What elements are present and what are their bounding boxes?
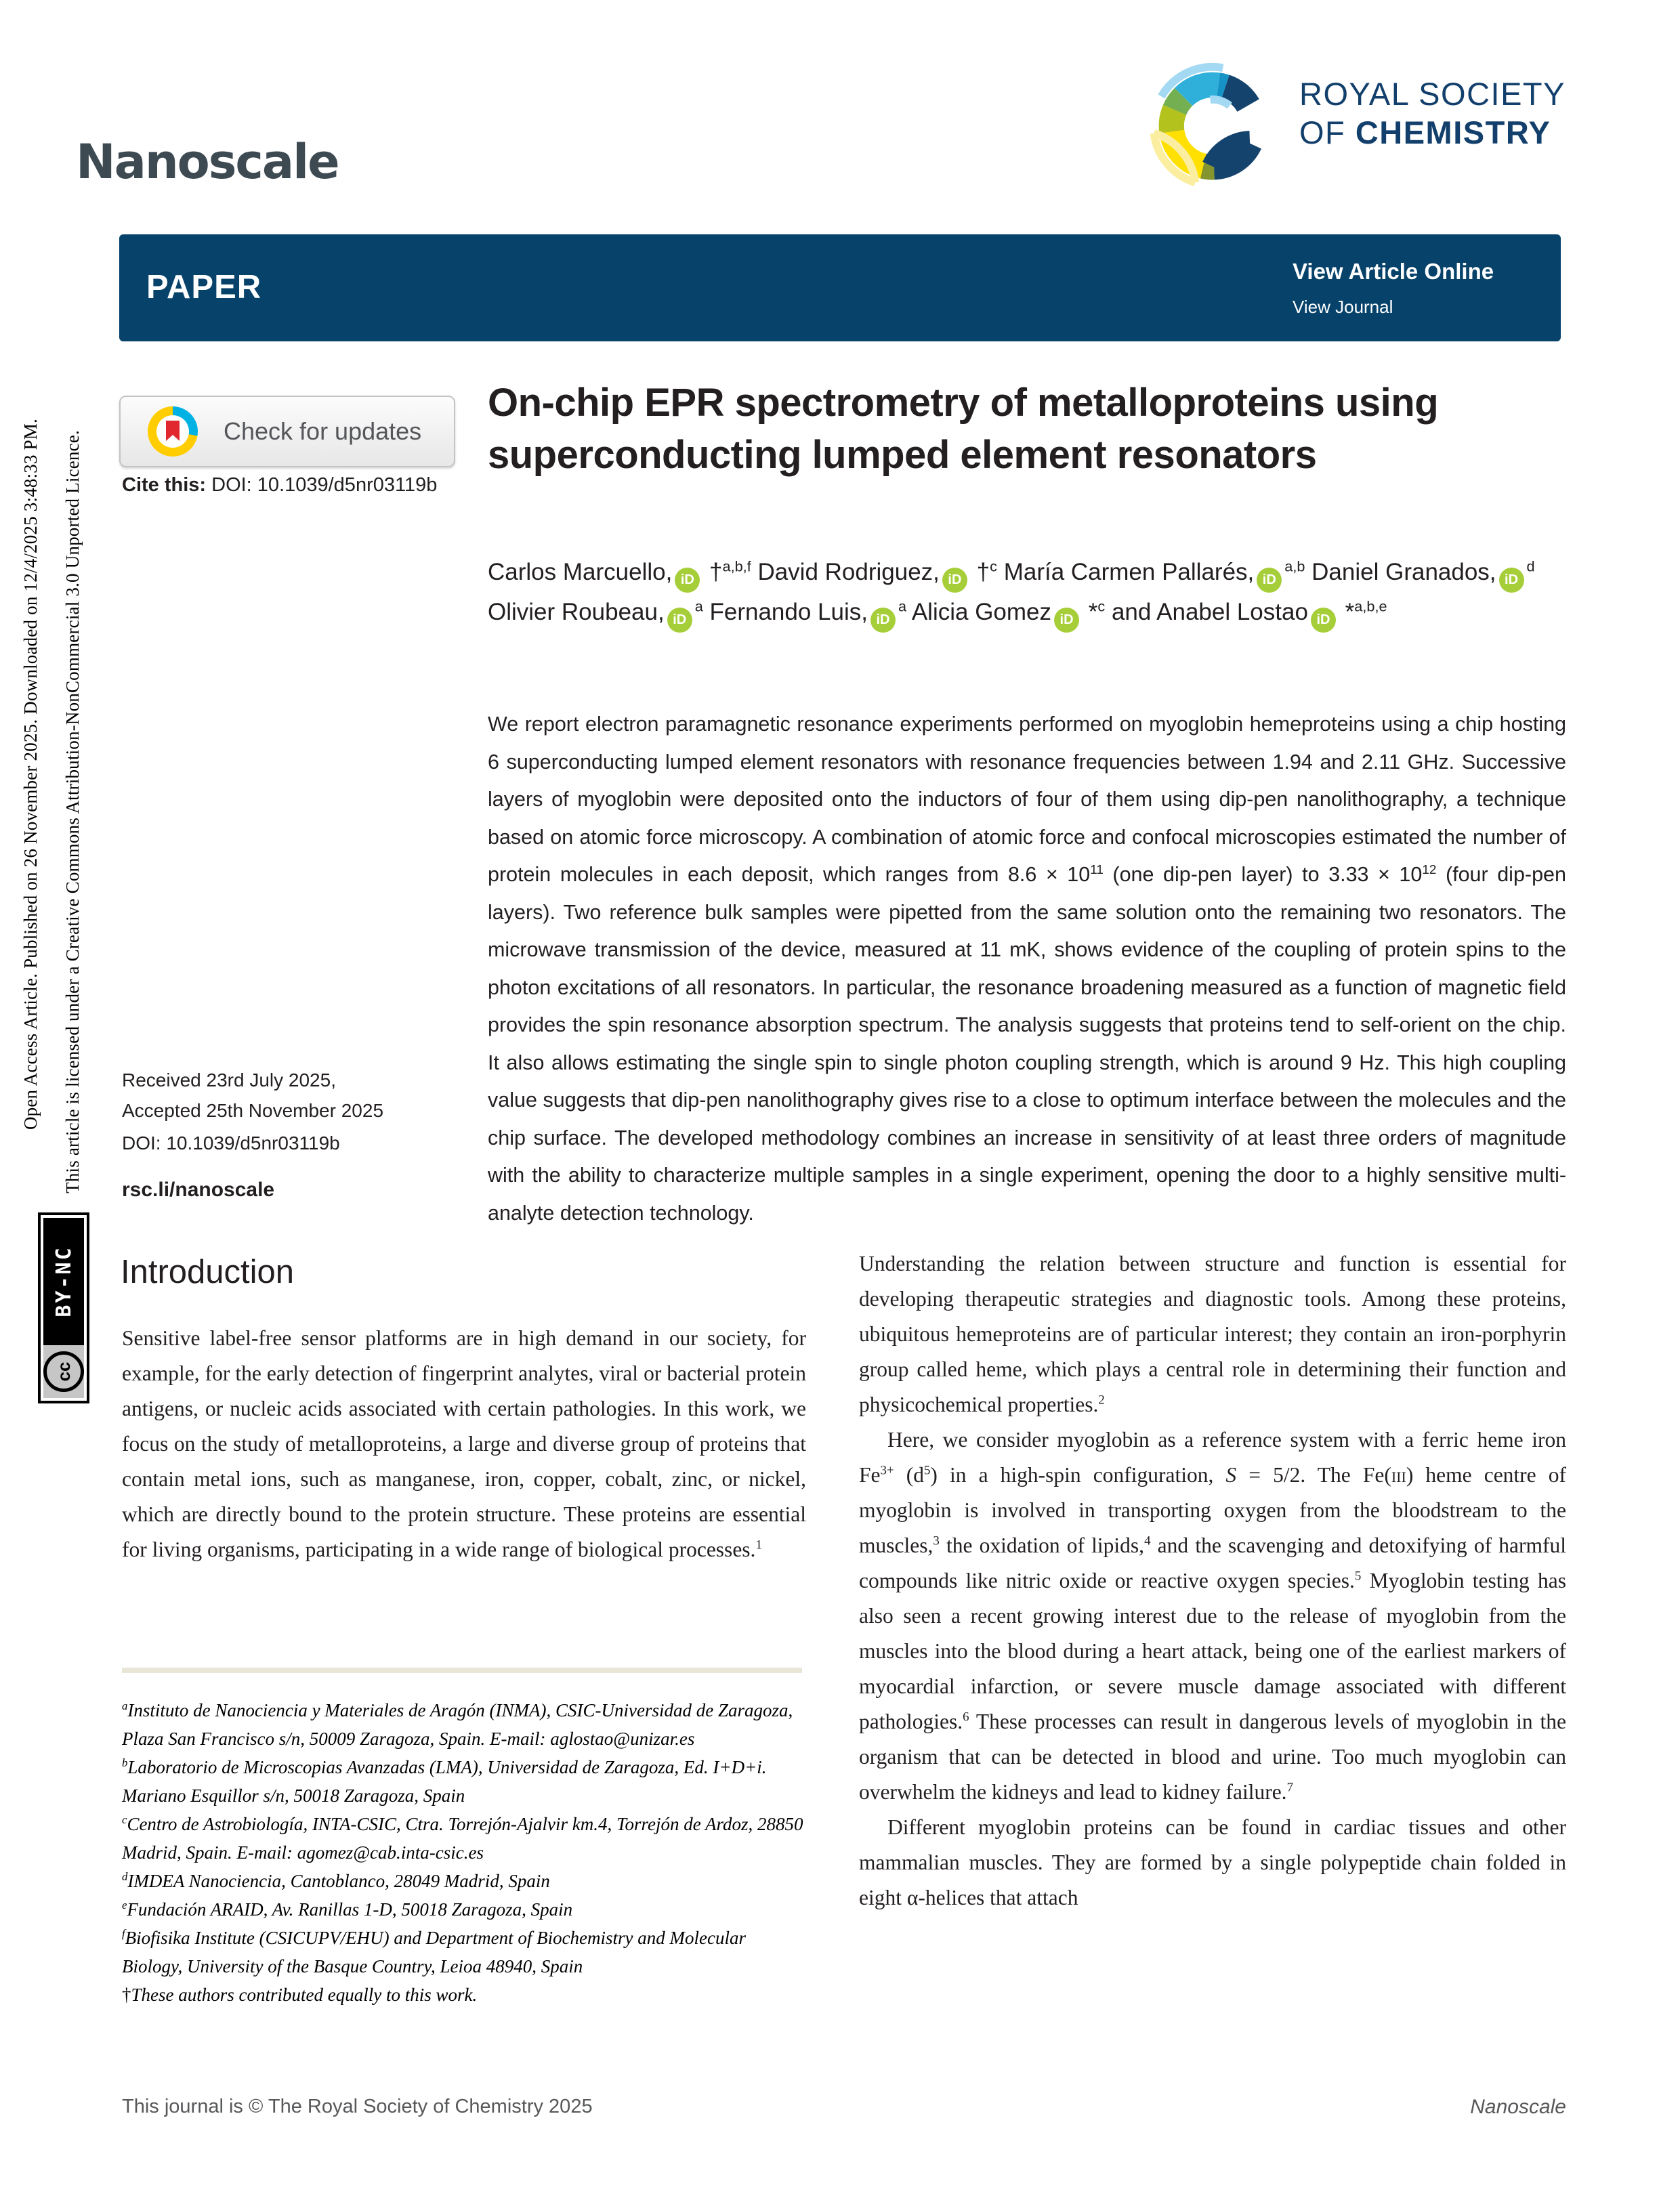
footnote: $^c$Centro de Astrobiología, INTA-CSIC, Ctra. Torrejón-Ajalvir km.4, Torrejón de Ardoz, 28850 Madrid, Spain. E-mail: agomez@cab.inta-csic.es <box>122 1813 803 1863</box>
article-type-label: PAPER <box>146 269 262 305</box>
license-strip-line1: Open Access Article. Published on 26 November 2025. Downloaded on 12/4/2025 3:48:33 PM. <box>20 418 41 1130</box>
cc-by-nc-label: BY-NC <box>43 1218 84 1345</box>
cc-by-nc-badge[interactable] <box>38 1212 89 1403</box>
orcid-icon[interactable]: iD <box>675 568 700 593</box>
dates-block <box>122 1065 383 1126</box>
intro-right-column <box>859 1246 1566 1916</box>
journal-link[interactable]: rsc.li/nanoscale <box>122 1179 275 1201</box>
intro-left-column <box>122 1321 806 1567</box>
publisher-line1: ROYAL SOCIETY <box>1299 76 1566 112</box>
journal-title: Nanoscale <box>76 134 339 190</box>
cite-doi: DOI: 10.1039/d5nr03119b <box>211 474 438 496</box>
view-journal-link[interactable]: View Journal <box>1293 297 1393 317</box>
check-for-updates-label: Check for updates <box>224 417 422 445</box>
article-title: On-chip EPR spectrometry of metalloproteins using superconducting lumped element resonators <box>488 381 1439 477</box>
received-date: Received 23rd July 2025, <box>122 1070 336 1091</box>
footnote: $^f$Biofisika Institute (CSICUPV/EHU) and Department of Biochemistry and Molecular Biology, University of the Basque Country, Leioa 48940, Spain <box>122 1927 747 1976</box>
affiliations-block <box>122 1668 806 2009</box>
publisher-line2-prefix: OF <box>1299 114 1356 150</box>
rsc-logo-icon <box>1146 60 1279 192</box>
cite-this <box>122 474 437 496</box>
orcid-icon[interactable]: iD <box>667 608 692 633</box>
doi-line: DOI: 10.1039/d5nr03119b <box>122 1133 340 1154</box>
intro-paragraph: Understanding the relation between structure and function is essential for developing therapeutic strategies and diagnostic tools. Among these proteins, ubiquitous hemeproteins are of particular interest; they contain an iron-porphyrin group called heme, which plays a central role in determining their function and physicochemical properties.$^2$ <box>859 1252 1566 1416</box>
orcid-icon[interactable]: iD <box>1257 568 1282 593</box>
cc-icon: cc <box>43 1345 84 1398</box>
footnote: $^b$Laboratorio de Microscopias Avanzadas (LMA), Universidad de Zaragoza, Ed. I+D+i. Mariano Esquillor s/n, 50018 Zaragoza, Spain <box>122 1756 767 1806</box>
footnote: $^e$Fundación ARAID, Av. Ranillas 1-D, 50018 Zaragoza, Spain <box>122 1899 573 1920</box>
orcid-icon[interactable]: iD <box>1054 608 1079 633</box>
publisher-name <box>1299 75 1566 152</box>
intro-paragraph: Different myoglobin proteins can be found in cardiac tissues and other mammalian muscles. They are formed by a single polypeptide chain folded in eight α-helices that attach <box>859 1815 1566 1909</box>
cc-badge-frame <box>38 1212 89 1403</box>
footnote: $^a$Instituto de Nanociencia y Materiales de Aragón (INMA), CSIC-Universidad de Zaragoza, Plaza San Francisco s/n, 50009 Zaragoza, Spain. E-mail: aglostao@unizar.es <box>122 1699 793 1749</box>
intro-paragraph: Here, we consider myoglobin as a reference system with a ferric heme iron $Fe^{3+}$ $(d^5)$ in a high-spin configuration, S = 5/2. The Fe(iii) heme centre of myoglobin is involved in transporting oxygen from the bloodstream to the muscles,$^3$ the oxidation of lipids,$^4$ and the scavenging and detoxifying of harmful compounds like nitric oxide or reactive oxygen species.$^5$ Myoglobin testing has also seen a recent growing interest due to the release of myoglobin from the muscles into the blood during a heart attack, being one of the earliest markers of myocardial infarction, or severe muscle damage associated with different pathologies.$^6$ These processes can result in dangerous levels of myoglobin in the organism that can be detected in blood and urine. Too much myoglobin can overwhelm the kidneys and lead to kidney failure.$^7$ <box>859 1428 1566 1804</box>
article-type-banner <box>119 234 1561 341</box>
footer-journal-name: Nanoscale <box>1470 2096 1566 2118</box>
section-heading-introduction: Introduction <box>121 1254 295 1290</box>
view-article-online-link[interactable]: View Article Online <box>1293 259 1494 284</box>
cite-label: Cite this: <box>122 474 207 496</box>
orcid-icon[interactable]: iD <box>870 608 896 633</box>
check-for-updates-button[interactable] <box>119 396 455 467</box>
abstract-text: We report electron paramagnetic resonance experiments performed on myoglobin hemeproteins using a chip hosting 6 superconducting lumped element resonators with resonance frequencies between 1.94 and 2.11 GHz. Successive layers of myoglobin were deposited onto the inductors of four of them using dip-pen nanolithography, a technique based on atomic force microscopy. A combination of atomic force and confocal microscopies estimated the number of protein molecules in each deposit, which ranges from $8.6 \times 10^{11}$ (one dip-pen layer) to $3.33 \times 10^{12}$ (four dip-pen layers). Two reference bulk samples were pipetted from the same solution onto the remaining two resonators. The microwave transmission of the device, measured at 11 mK, shows evidence of the coupling of protein spins to the photon excitations of all resonators. In particular, the resonance broadening measured as a function of magnetic field provides the spin resonance absorption spectrum. The analysis suggests that proteins tend to self-orient on the chip. It also allows estimating the single spin to single photon coupling strength, which is around 9 Hz. This high coupling value suggests that dip-pen nanolithography gives rise to a close to optimum interface between the molecules and the chip surface. The developed methodology combines an increase in sensitivity of at least three orders of magnitude with the ability to characterize multiple samples in a single experiment, opening the door to a highly sensitive multi-analyte detection technology. <box>488 713 1566 1225</box>
license-strip-line2: This article is licensed under a Creative Commons Attribution-NonCommercial 3.0 Unported Licence. <box>62 430 83 1193</box>
orcid-icon[interactable]: iD <box>1499 568 1524 593</box>
publisher-line2-bold: CHEMISTRY <box>1355 114 1551 150</box>
accepted-date: Accepted 25th November 2025 <box>122 1100 384 1121</box>
footnote: $^d$IMDEA Nanociencia, Cantoblanco, 28049 Madrid, Spain <box>122 1870 550 1891</box>
footnote-divider <box>122 1668 802 1673</box>
orcid-icon[interactable]: iD <box>942 568 967 593</box>
footnote: †These authors contributed equally to this work. <box>122 1985 478 2005</box>
footer-copyright: This journal is © The Royal Society of Chemistry 2025 <box>122 2096 593 2117</box>
orcid-icon[interactable]: iD <box>1311 608 1336 633</box>
author-list: Carlos Marcuello, iD †$^{a,b,f}$ David Rodriguez, iD †$^c$ María Carmen Pallarés, iD$^{a,b}$ Daniel Granados, $iD^d$ Olivier Roubeau, $iD^a$ Fernando Luis, $iD^a$ Alicia Gomez iD *$^c$ and Anabel Lostao iD *$^{a,b,e}$ <box>488 553 1572 633</box>
intro-paragraph: Sensitive label-free sensor platforms are in high demand in our society, for example, for the early detection of fingerprint analytes, viral or bacterial protein antigens, or nucleic acids associated with certain pathologies. In this work, we focus on the study of metalloproteins, a large and diverse group of proteins that contain metal ions, such as manganese, iron, copper, cobalt, zinc, or nickel, which are directly bound to the protein structure. These proteins are essential for living organisms, participating in a wide range of biological processes.$^1$ <box>122 1326 806 1561</box>
footnote-list <box>122 1696 806 2009</box>
crossmark-icon <box>148 406 198 457</box>
